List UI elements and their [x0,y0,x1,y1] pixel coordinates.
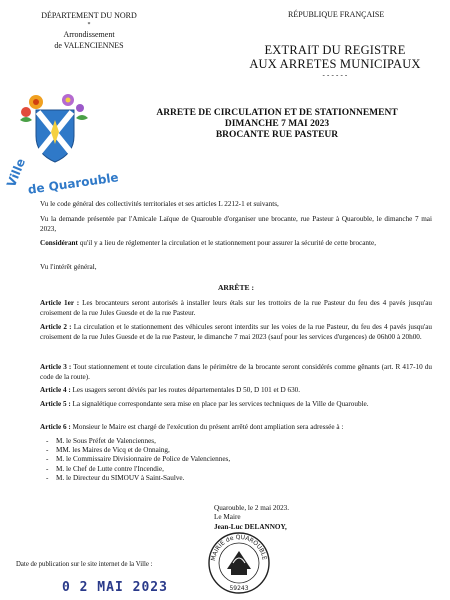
considerant-text [40,239,432,249]
vu-code: Vu le code général des collectivités territoriales et ses articles L 2212-1 et suivants, [40,200,279,208]
extrait-line2: AUX ARRETES MUNICIPAUX [249,57,421,71]
title-line1: ARRETE DE CIRCULATION ET DE STATIONNEMENT [156,108,398,118]
departement-label: DÉPARTEMENT DU NORD [41,11,137,20]
header-left [14,10,164,51]
logo-text-name: de Quarouble [27,170,120,197]
article-2 [40,323,432,342]
city-logo [4,88,120,198]
list-item: - M. le Sous Préfet de Valenciennes, [46,437,346,446]
article-6 [40,423,432,433]
arrondissement-label: Arrondissement [63,30,115,39]
extrait-dashes: - - - - - - [322,71,348,79]
seal-text: MAIRIE de QUAROUBLE [210,533,268,562]
recipient-list [46,437,346,483]
republique-label: RÉPUBLIQUE FRANÇAISE [288,10,385,19]
list-item: - M. le Commissaire Divisionnaire de Police de Valenciennes, [46,455,346,464]
article-4-label: Article 4 : [40,386,71,394]
title-line3: BROCANTE RUE PASTEUR [215,130,339,140]
extrait-line1: EXTRAIT DU REGISTRE [264,43,406,57]
article-5-label: Article 5 : [40,400,71,408]
signature-place-date: Quarouble, le 2 mai 2023. [214,504,290,512]
star-separator: * [87,22,91,28]
article-5-text: La signalétique correspondante sera mise en place par les services techniques de la Ville de Quarouble. [72,400,369,408]
article-3 [40,363,432,382]
article-4 [40,386,432,396]
article-6-label: Article 6 : [40,423,71,431]
article-2-label: Article 2 : [40,323,72,331]
publication-date-stamp: 0 2 MAI 2023 [62,580,168,595]
extrait-block [230,43,440,80]
mairie-seal [207,531,271,595]
article-1-label: Article 1er : [40,299,80,307]
article-2-text: La circulation et le stationnement des véhicules seront interdits sur les voies de la rue Pasteur, du feu des 4 pavés jusqu'au croisement de la rue Jules Guesde et de la rue Pasteur, le dimanche 7 mai 2023 (sauf pour les services d'urgences) de 06h00 à 20h00. [40,323,433,341]
seal-stamp-image [207,531,271,595]
title-line2: DIMANCHE 7 MAI 2023 [224,119,330,129]
list-item: - MM. les Maires de Vicq et de Onnaing, [46,446,346,455]
signature-block [214,504,289,532]
considerant-label: Considérant [40,239,78,247]
signature-name: Jean-Luc DELANNOY, [214,522,287,531]
article-6-text: Monsieur le Maire est chargé de l'exécution du présent arrêté dont ampliation sera adressée à : [72,423,344,431]
list-item: - M. le Chef de Lutte contre l'Incendie, [46,465,346,474]
article-1-text: Les brocanteurs seront autorisés à installer leurs étals sur les trottoirs de la rue Pasteur du feu des 4 pavés jusqu'au croisement de la rue Jules Guesde et de la rue Pasteur. [40,299,432,317]
arrete-heading: ARRÊTE : [217,283,255,292]
city-logo-image [4,88,120,198]
article-1 [40,299,432,318]
logo-text-ville: Ville [4,156,29,190]
ville-label: de VALENCIENNES [54,41,124,50]
article-4-text: Les usagers seront déviés par les routes départementales D 50, D 101 et D 630. [72,386,301,394]
article-5 [40,400,432,410]
seal-code: 59243 [229,585,249,592]
article-3-label: Article 3 : [40,363,72,371]
vu-interet: Vu l'intérêt général, [40,263,97,271]
list-item: - M. le Directeur du SIMOUV à Saint-Saulve. [46,474,346,483]
signature-role: Le Maire [214,513,241,522]
publication-label: Date de publication sur le site internet de la Ville : [16,561,153,568]
vu-demande: Vu la demande présentée par l'Amicale Laïque de Quarouble d'organiser une brocante, rue Pasteur à Quarouble, le dimanche 7 mai 2023, [40,215,432,233]
arrete-title [112,108,442,141]
considerant-body: qu'il y a lieu de réglementer la circulation et le stationnement pour assurer la sécurité de cette brocante, [79,239,377,247]
article-3-text: Tout stationnement et toute circulation dans le périmètre de la brocante seront considérés comme gênants (art. R 417-10 du code de la route). [40,363,432,381]
